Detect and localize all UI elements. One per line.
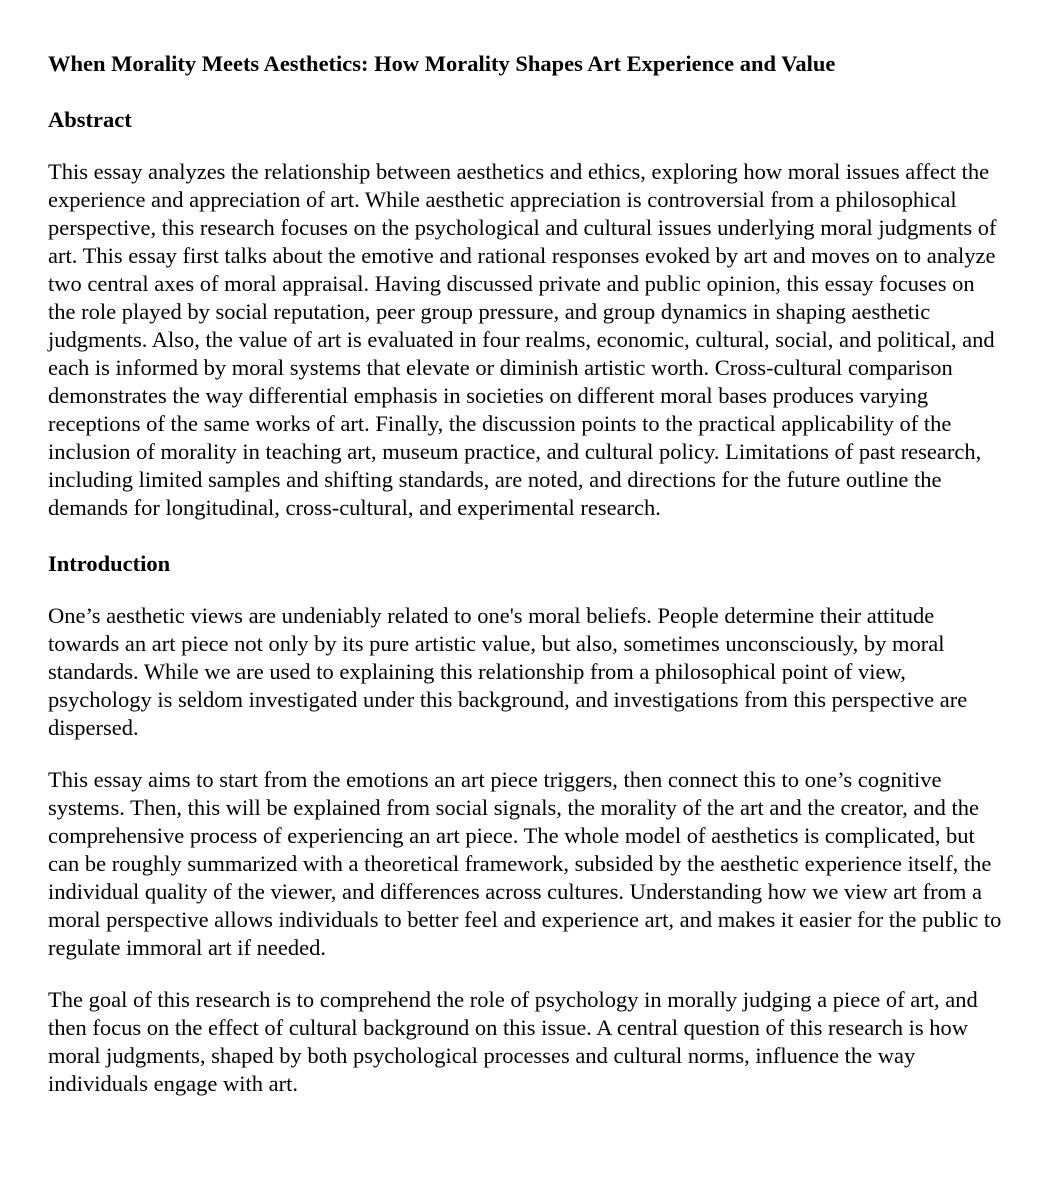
introduction-paragraph-2: This essay aims to start from the emotions an art piece triggers, then connect this to one’s cognitive systems. Then, this will be explained from social signals, the morality of the art and the creator, and the comprehensive process of experiencing an art piece. The whole model of aesthetics is complicated, but can be roughly summarized with a theoretical framework, subsided by the aesthetic experience itself, the individual quality of the viewer, and differences across cultures. Understanding how we view art from a moral perspective allows individuals to better feel and experience art, and makes it easier for the public to regulate immoral art if needed. (48, 767, 1002, 960)
abstract-heading: Abstract (48, 107, 132, 132)
document-title: When Morality Meets Aesthetics: How Morality Shapes Art Experience and Value (48, 51, 836, 76)
introduction-heading: Introduction (48, 551, 171, 576)
introduction-paragraph-1: One’s aesthetic views are undeniably related to one's moral beliefs. People determine their attitude towards an art piece not only by its pure artistic value, but also, sometimes unconsciously, by moral standards. While we are used to explaining this relationship from a philosophical point of view, psychology is seldom investigated under this background, and investigations from this perspective are dispersed. (48, 603, 968, 740)
introduction-paragraph-3: The goal of this research is to comprehend the role of psychology in morally judging a piece of art, and then focus on the effect of cultural background on this issue. A central question of this research is how moral judgments, shaped by both psychological processes and cultural norms, influence the way individuals engage with art. (48, 987, 978, 1096)
abstract-paragraph: This essay analyzes the relationship between aesthetics and ethics, exploring how moral issues affect the experience and appreciation of art. While aesthetic appreciation is controversial from a philosophical perspective, this research focuses on the psychological and cultural issues underlying moral judgments of art. This essay first talks about the emotive and rational responses evoked by art and moves on to analyze two central axes of moral appraisal. Having discussed private and public opinion, this essay focuses on the role played by social reputation, peer group pressure, and group dynamics in shaping aesthetic judgments. Also, the value of art is evaluated in four realms, economic, cultural, social, and political, and each is informed by moral systems that elevate or diminish artistic worth. Cross-cultural comparison demonstrates the way differential emphasis in societies on different moral bases produces varying receptions of the same works of art. Finally, the discussion points to the practical applicability of the inclusion of morality in teaching art, museum practice, and cultural policy. Limitations of past research, including limited samples and shifting standards, are noted, and directions for the future outline the demands for longitudinal, cross-cultural, and experimental research. (48, 159, 997, 520)
